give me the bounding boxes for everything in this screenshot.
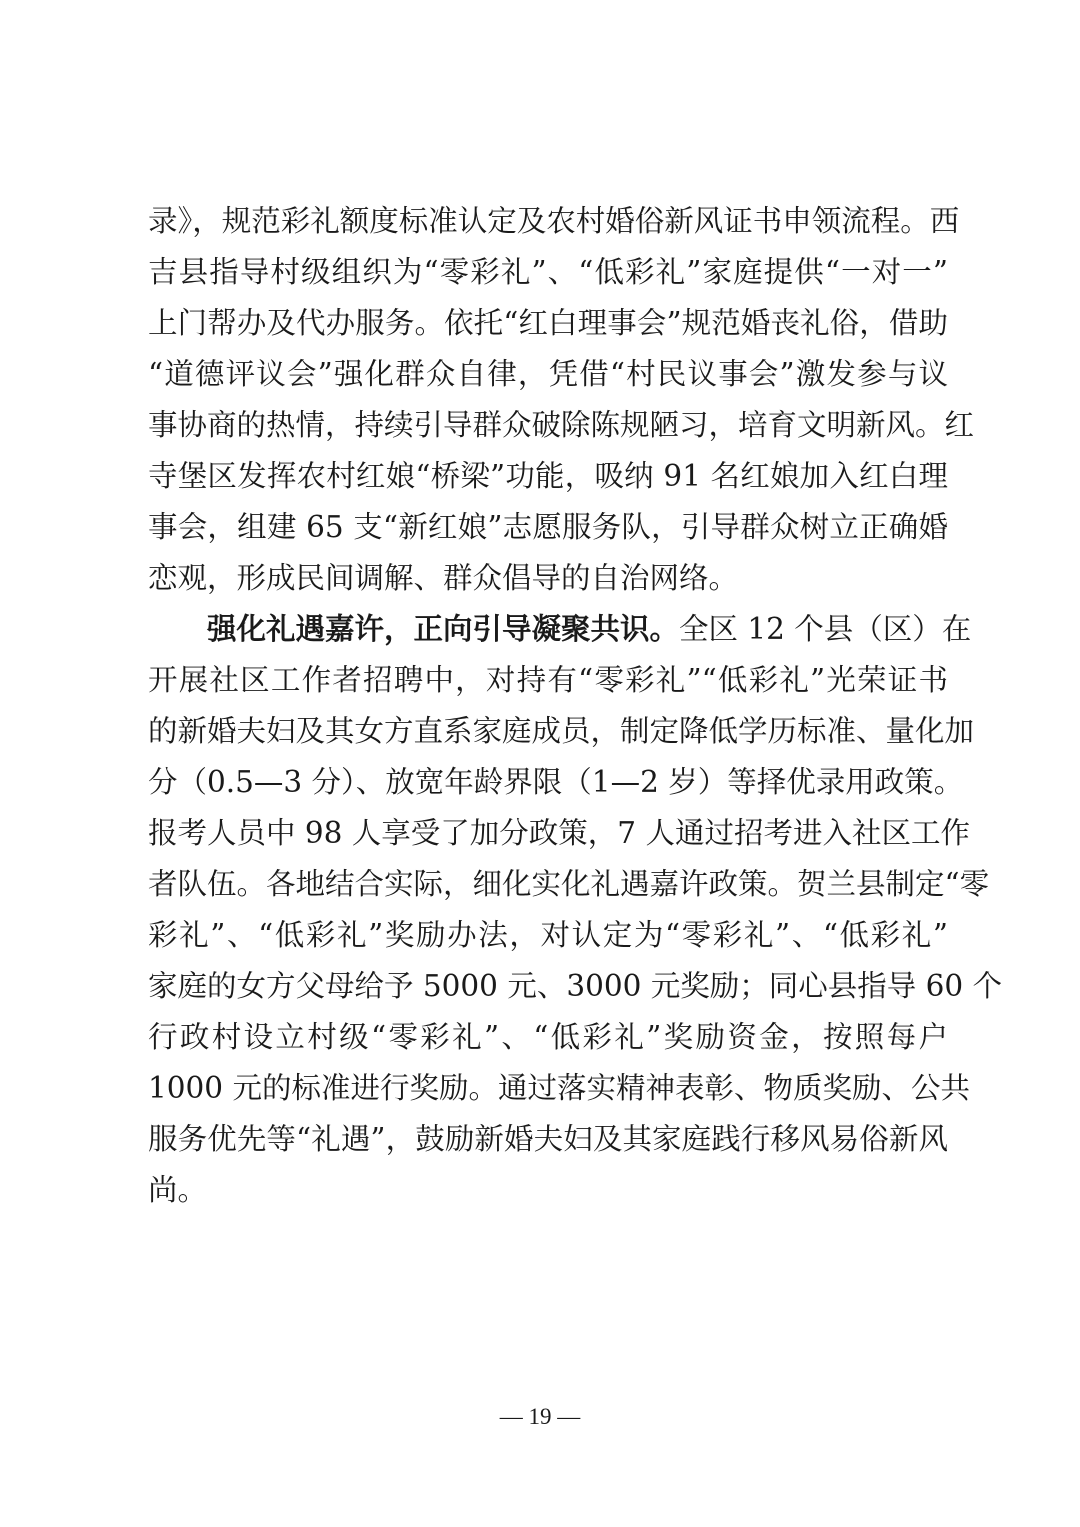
text-line: 者队伍。各地结合实际，细化实化礼遇嘉许政策。贺兰县制定“零 — [148, 867, 990, 901]
text-line: 服务优先等“礼遇”，鼓励新婚夫妇及其家庭践行移风易俗新风 — [148, 1122, 948, 1156]
text-line: 行政村设立村级“零彩礼”、“低彩礼”奖励资金，按照每户 — [148, 1020, 948, 1054]
text-line: 事协商的热情，持续引导群众破除陈规陋习，培育文明新风。红 — [148, 408, 975, 442]
text-line: 家庭的女方父母给予 5000 元、3000 元奖励；同心县指导 60 个 — [148, 969, 1003, 1003]
text-line: 开展社区工作者招聘中，对持有“零彩礼”“低彩礼”光荣证书 — [148, 663, 948, 697]
text-line: 录》，规范彩礼额度标准认定及农村婚俗新风证书申领流程。西 — [148, 204, 960, 238]
page-number: — 19 — — [499, 1404, 581, 1429]
text-line: 事会，组建 65 支“新红娘”志愿服务队，引导群众树立正确婚 — [148, 510, 948, 544]
text-line: “道德评议会”强化群众自律，凭借“村民议事会”激发参与议 — [148, 357, 948, 391]
text-line: 分（0.5—3 分）、放宽年龄界限（1—2 岁）等择优录用政策。 — [148, 765, 964, 799]
paragraph-1 — [148, 196, 975, 604]
text-line: 寺堡区发挥农村红娘“桥梁”功能，吸纳 91 名红娘加入红白理 — [148, 459, 948, 493]
text-line: 恋观，形成民间调解、群众倡导的自治网络。 — [148, 561, 739, 595]
body-text — [148, 196, 1003, 1216]
text-line: 报考人员中 98 人享受了加分政策，7 人通过招考进入社区工作 — [148, 816, 970, 850]
paragraph-first-line — [148, 604, 972, 655]
text-line: 1000 元的标准进行奖励。通过落实精神表彰、物质奖励、公共 — [148, 1071, 970, 1105]
paragraph-2 — [148, 604, 1003, 1216]
text-line: 尚。 — [148, 1173, 208, 1207]
text-line: 上门帮办及代办服务。依托“红白理事会”规范婚丧礼俗，借助 — [148, 306, 948, 340]
text-line: 的新婚夫妇及其女方直系家庭成员，制定降低学历标准、量化加 — [148, 714, 975, 748]
text-line: 吉县指导村级组织为“零彩礼”、“低彩礼”家庭提供“一对一” — [148, 255, 948, 289]
paragraph-heading: 强化礼遇嘉许，正向引导凝聚共识。 — [207, 612, 680, 646]
text-line: 彩礼”、“低彩礼”奖励办法，对认定为“零彩礼”、“低彩礼” — [148, 918, 948, 952]
first-line-text: 全区 12 个县（区）在 — [679, 612, 972, 646]
